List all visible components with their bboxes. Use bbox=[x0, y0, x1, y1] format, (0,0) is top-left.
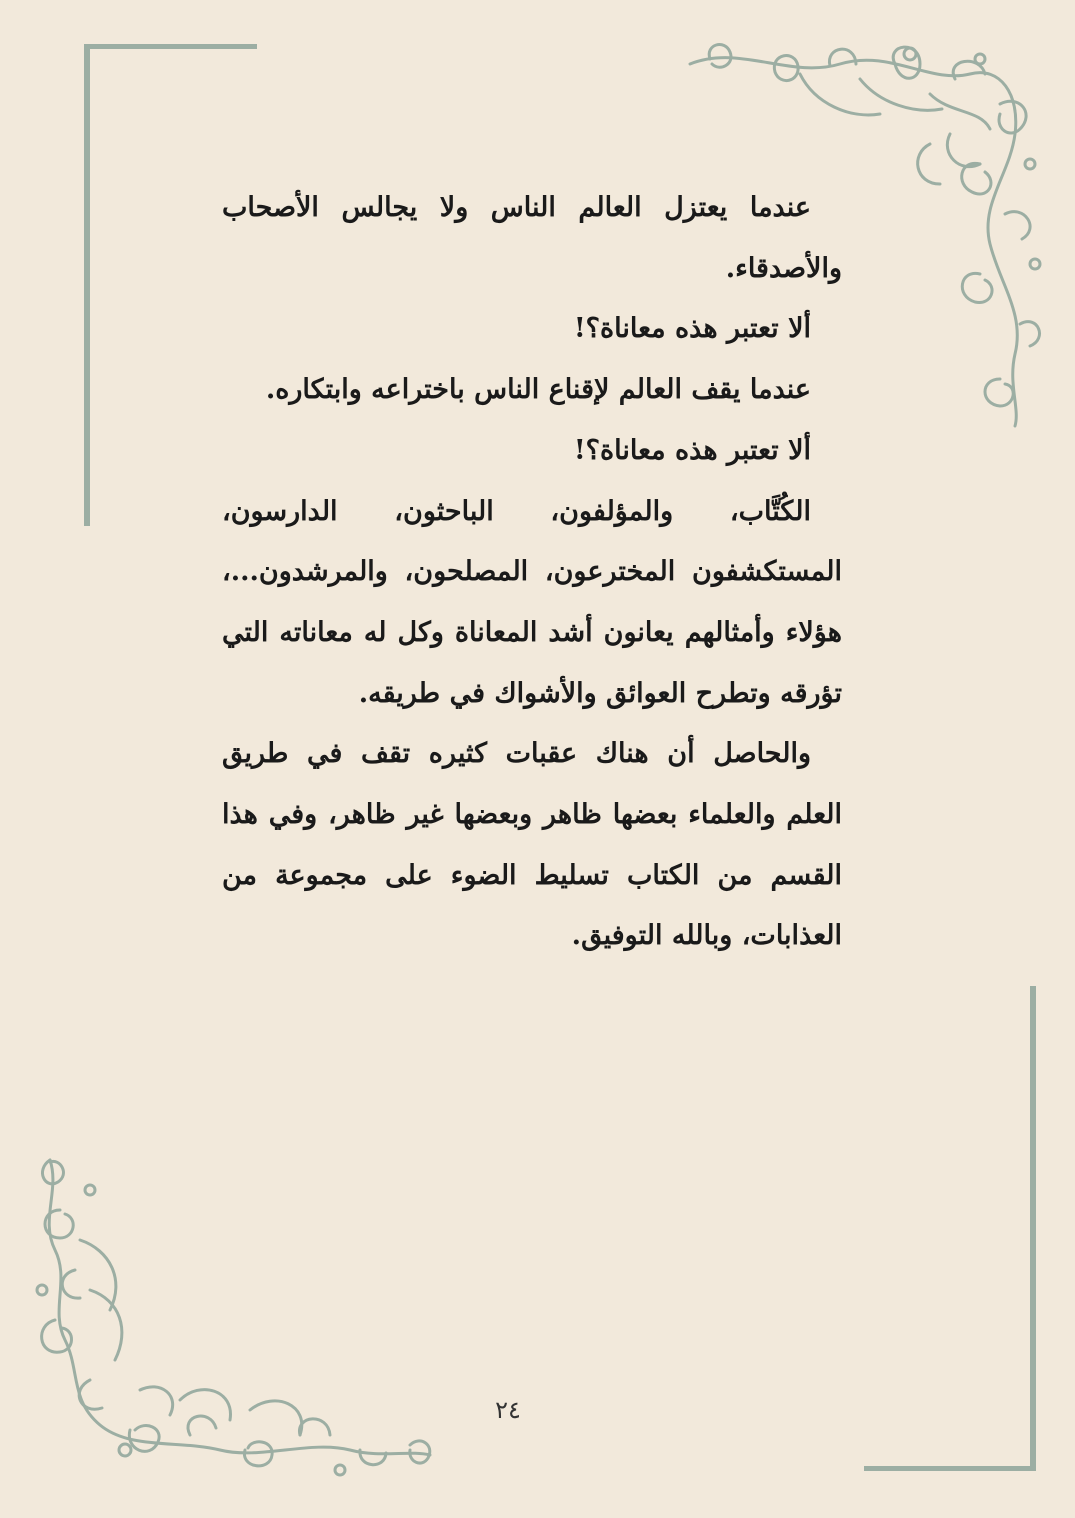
frame-top-left-horizontal bbox=[84, 44, 257, 49]
paragraph: عندما يعتزل العالم الناس ولا يجالس الأصحاب والأصدقاء. bbox=[222, 192, 842, 284]
paragraph: ألا تعتبر هذه معاناة؟! bbox=[573, 313, 811, 345]
paragraph: المستكشفون المخترعون، المصلحون، والمرشدون...، هؤلاء وأمثالهم يعانون أشد المعاناة وكل له معاناته التي تؤرقه وتطرح العوائق والأشواك في طريقه. bbox=[222, 556, 842, 709]
paragraph: والحاصل أن هناك عقبات كثيره تقف في طريق العلم والعلماء بعضها ظاهر وبعضها غير ظاهر، وفي هذا القسم من الكتاب تسليط الضوء على مجموعة من العذابات، وبالله التوفيق. bbox=[222, 738, 842, 952]
frame-bottom-right-horizontal bbox=[864, 1466, 1036, 1471]
frame-top-left-vertical bbox=[84, 44, 90, 526]
paragraph: الكُتَّاب، والمؤلفون، الباحثون، الدارسون، bbox=[222, 495, 811, 527]
paragraph: عندما يقف العالم لإقناع الناس باختراعه وابتكاره. bbox=[265, 374, 811, 406]
frame-bottom-right-vertical bbox=[1030, 986, 1036, 1471]
page-number: ٢٤ bbox=[495, 1396, 521, 1424]
paragraph: ألا تعتبر هذه معاناة؟! bbox=[573, 434, 811, 466]
body-text bbox=[222, 178, 842, 967]
floral-corner-bottom-left-ornament bbox=[30, 1150, 440, 1480]
